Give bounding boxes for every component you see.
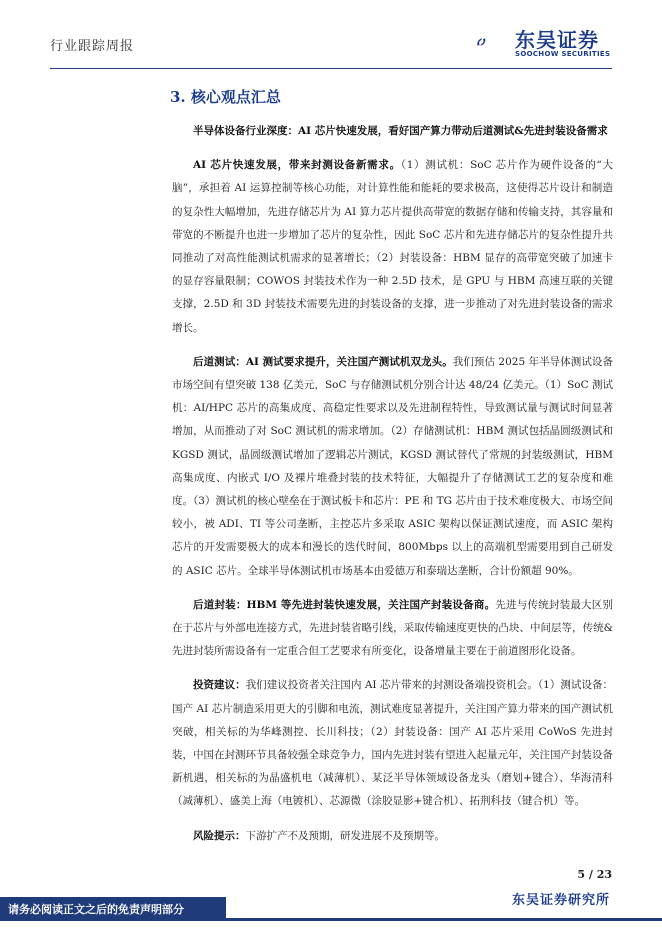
paragraph-text: 先进与传统封装最大区别在于芯片与外部电连接方式，先进封装省略引线，采取传输速度更快的凸块、中间层等，传统&先进封装所需设备有一定重合但工艺要求有所变化，设备增量主要在于前道图形化设备。 bbox=[172, 598, 613, 658]
paragraph-text: 我们建议投资者关注国内 AI 芯片带来的封测设备端投资机会。（1）测试设备：国产 AI 芯片制造采用更大的引脚和电流，测试难度显著提升，关注国产算力带来的国产测试机突破，相关标的为华峰测控、长川科技；（2）封装设备：国产 AI 芯片采用 CoWoS 先进封装，中国在封测环节具备较强全球竞争力，国内先进封装有望进入起量元年，关注国产封装设备新机遇，相关标的为晶盛机电（减薄机）、某泛半导体领域设备龙头（磨划+键合）、华海清科（减薄机）、盛美上海（电镀机）、芯源微（涂胶显影+键合机）、拓荆科技（键合机）等。 bbox=[172, 679, 614, 808]
paragraph-text: （1）测试机：SoC 芯片作为硬件设备的“大脑”，承担着 AI 运算控制等核心功能，对计算性能和能耗的要求极高，这使得芯片设计和制造的复杂性大幅增加，先进存储芯片为 AI 算力芯片提供高带宽的数据存储和传输支持，其容量和带宽的不断提升也进一步增加了芯片的复杂性，因此 SoC 芯片和先进存储芯片的复杂性提升共同推动了对高性能测试机需求的显著增长；（2）封装设备：HBM 显存的高带宽突破了加速卡的显存容量限制；COWOS 封装技术作为一种 2.5D 技术，是 GPU 与 HBM 高速互联的关键支撑，2.5D 和 3D 封装技术需要先进的封装设备的支撑，进一步推动了对先进封装设备的需求增长。 bbox=[172, 159, 613, 334]
body-content bbox=[172, 120, 613, 859]
header-divider bbox=[50, 68, 612, 69]
section-title: 3. 核心观点汇总 bbox=[170, 88, 281, 106]
paragraph-topic bbox=[172, 120, 613, 143]
logo-subtitle: SOOCHOW SECURITIES bbox=[515, 50, 611, 58]
logo-name: 东吴证券 bbox=[515, 28, 599, 52]
paragraph-lead: 投资建议： bbox=[193, 679, 246, 692]
report-type-label: 行业跟踪周报 bbox=[50, 39, 135, 54]
paragraph-text: 下游扩产不及预期，研发进展不及预期等。 bbox=[245, 829, 445, 842]
paragraph-text: 我们预估 2025 年半导体测试设备市场空间有望突破 138 亿美元，SoC 与存储测试机分别合计达 48/24 亿美元。（1）SoC 测试机：AI/HPC 芯片的高集成度、高稳定性要求以及先进制程特性，导致测试量与测试时间显著增加，从而推动了对 SoC 测试机的需求增加。（2）存储测试机：HBM 测试包括晶圆级测试和 KGSD 测试，晶圆级测试增加了逻辑芯片测试，KGSD 测试替代了常规的封装级测试，HBM 高集成度、内嵌式 I/O 及裸片堆叠封装的技术特征，大幅提升了存储测试工艺的复杂度和难度。（3）测试机的核心壁垒在于测试板卡和芯片：PE 和 TG 芯片由于技术难度极大、市场空间较小，被 ADI、TI 等公司垄断，主控芯片多采取 ASIC 架构以保证测试速度，而 ASIC 架构芯片的开发需要极大的成本和漫长的迭代时间，800Mbps 以上的高端机型需要用到自己研发的 ASIC 芯片。全球半导体测试机市场基本由爱德万和泰瑞达垄断，合计份额超 90%。 bbox=[172, 355, 613, 577]
paragraph-lead: 后道测试：AI 测试要求提升，关注国产测试机双龙头。 bbox=[193, 355, 453, 368]
soochow-logo-icon bbox=[476, 22, 516, 62]
paragraph-lead: 半导体设备行业深度：AI 芯片快速发展，看好国产算力带动后道测试&先进封装设备需求 bbox=[193, 125, 608, 137]
disclaimer-note: 请务必阅读正文之后的免责声明部分 bbox=[8, 903, 184, 916]
paragraph-investment bbox=[172, 674, 613, 813]
footer-institute: 东吴证券研究所 bbox=[511, 893, 610, 908]
paragraph-backend-packaging bbox=[172, 594, 613, 664]
paragraph-backend-test bbox=[172, 351, 613, 583]
paragraph-lead: AI 芯片快速发展，带来封测设备新需求。 bbox=[193, 159, 401, 172]
footer-line bbox=[226, 918, 662, 921]
paragraph-lead: 风险提示： bbox=[193, 829, 246, 842]
page-number: 5 / 23 bbox=[577, 868, 612, 881]
paragraph-ai-chip bbox=[172, 154, 613, 340]
paragraph-risk bbox=[172, 825, 613, 848]
paragraph-lead: 后道封装：HBM 等先进封装快速发展，关注国产封装设备商。 bbox=[193, 598, 496, 611]
footer-bar bbox=[0, 897, 226, 921]
